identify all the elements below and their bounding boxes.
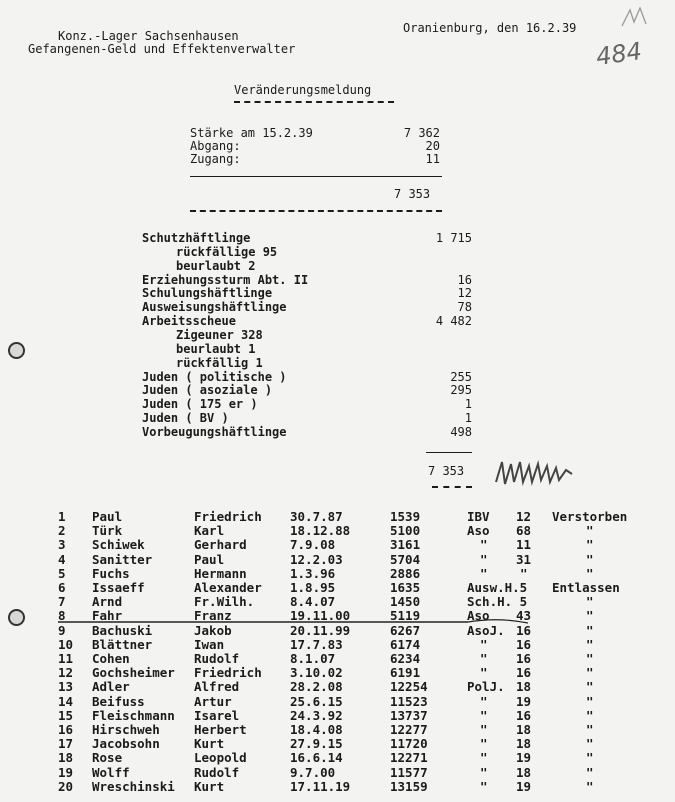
title-underline xyxy=(234,101,394,103)
prisoner-firstname: Paul xyxy=(194,551,225,567)
prisoner-category: " xyxy=(480,764,488,780)
prisoner-status: " xyxy=(586,679,594,695)
prisoner-birthdate: 9.7.00 xyxy=(290,764,336,780)
category-label: rückfällige 95 xyxy=(176,244,278,259)
category-value: 295 xyxy=(450,383,472,398)
prisoner-surname: Blättner xyxy=(92,636,153,652)
prisoner-firstname: Artur xyxy=(194,693,232,709)
prisoner-category: " xyxy=(480,651,488,666)
prisoner-birthdate: 16.6.14 xyxy=(290,750,343,766)
prisoner-surname: Rose xyxy=(92,750,123,766)
prisoner-no: 1 xyxy=(58,509,66,524)
prisoner-status: " xyxy=(586,523,594,539)
prisoner-category: " xyxy=(480,551,488,567)
table-row xyxy=(0,680,675,693)
table-row xyxy=(0,581,675,594)
table-row xyxy=(0,766,675,779)
corner-pencil-mark xyxy=(618,4,658,32)
prisoner-birthdate: 17.11.19 xyxy=(290,778,351,794)
prisoner-surname: Fuchs xyxy=(92,565,130,581)
category-label: beurlaubt 2 xyxy=(176,258,256,273)
prisoner-number: 12254 xyxy=(390,679,428,695)
summary-total: 7 353 xyxy=(394,187,431,201)
prisoner-status: " xyxy=(586,594,594,610)
prisoner-status: " xyxy=(586,565,594,581)
table-row xyxy=(0,510,675,523)
prisoner-birthdate: 18.4.08 xyxy=(290,722,343,737)
prisoner-category: " xyxy=(480,537,488,553)
prisoner-no: 14 xyxy=(58,693,74,709)
prisoner-category: " xyxy=(480,707,488,723)
prisoner-block: 18 xyxy=(516,736,532,752)
prisoner-no: 9 xyxy=(58,622,66,638)
summary-value: 11 xyxy=(425,152,440,166)
prisoner-status: " xyxy=(586,736,594,752)
prisoner-no: 6 xyxy=(58,580,66,595)
prisoner-no: 15 xyxy=(58,707,74,723)
prisoner-no: 2 xyxy=(58,523,66,539)
prisoner-number: 1450 xyxy=(390,594,421,610)
table-row xyxy=(0,553,675,566)
prisoner-block: 16 xyxy=(516,651,532,666)
strike-through-row-8 xyxy=(58,617,558,627)
prisoner-no: 11 xyxy=(58,651,74,666)
prisoner-surname: Gochsheimer xyxy=(92,665,175,681)
category-total: 7 353 xyxy=(428,464,465,478)
prisoner-birthdate: 1.3.96 xyxy=(290,565,336,581)
summary-value: 20 xyxy=(425,139,440,153)
prisoner-no: 19 xyxy=(58,764,74,780)
prisoner-status: Entlassen xyxy=(552,580,620,595)
prisoner-category: IBV xyxy=(467,509,490,524)
prisoner-block: 12 xyxy=(516,509,532,524)
prisoner-number: 1539 xyxy=(390,509,421,524)
prisoner-surname: Beifuss xyxy=(92,693,145,709)
prisoner-category: " xyxy=(480,636,488,652)
prisoner-status: " xyxy=(586,665,594,681)
prisoner-status: " xyxy=(586,537,594,553)
prisoner-number: 6191 xyxy=(390,665,421,681)
prisoner-number: 12277 xyxy=(390,722,428,737)
prisoner-firstname: Friedrich xyxy=(194,509,262,524)
prisoner-no: 12 xyxy=(58,665,74,681)
prisoner-surname: Wreschinski xyxy=(92,778,175,794)
table-row xyxy=(0,695,675,708)
prisoner-surname: Fleischmann xyxy=(92,707,175,723)
prisoner-category: " xyxy=(480,665,488,681)
category-label: beurlaubt 1 xyxy=(176,341,256,356)
prisoner-surname: Wolff xyxy=(92,764,130,780)
category-value: 4 482 xyxy=(435,314,472,329)
prisoner-block: 16 xyxy=(516,665,532,681)
prisoner-firstname: Rudolf xyxy=(194,764,240,780)
prisoner-status: " xyxy=(586,651,594,666)
category-value: 16 xyxy=(457,272,472,287)
prisoner-status: " xyxy=(586,778,594,794)
prisoner-firstname: Hermann xyxy=(194,565,247,581)
prisoner-no: 4 xyxy=(58,551,66,567)
prisoner-surname: Cohen xyxy=(92,651,130,666)
prisoner-surname: Fahr xyxy=(92,608,123,624)
table-row xyxy=(0,737,675,750)
prisoner-no: 13 xyxy=(58,679,74,695)
prisoner-surname: Paul xyxy=(92,509,123,524)
prisoner-category: Ausw.H.5 xyxy=(467,580,528,595)
prisoner-status: " xyxy=(586,693,594,709)
table-row xyxy=(0,567,675,580)
prisoner-no: 18 xyxy=(58,750,74,766)
category-label: Zigeuner 328 xyxy=(176,327,263,342)
category-label: Vorbeugungshäftlinge xyxy=(142,424,287,439)
prisoner-firstname: Franz xyxy=(194,608,232,624)
prisoner-birthdate: 27.9.15 xyxy=(290,736,343,752)
summary-double-rule xyxy=(190,210,442,212)
prisoner-firstname: Jakob xyxy=(194,622,232,638)
table-row xyxy=(0,595,675,608)
table-row xyxy=(0,524,675,537)
prisoner-birthdate: 19.11.00 xyxy=(290,608,351,624)
prisoner-birthdate: 12.2.03 xyxy=(290,551,343,567)
prisoner-firstname: Alexander xyxy=(194,580,262,595)
prisoner-surname: Adler xyxy=(92,679,130,695)
prisoner-block: 16 xyxy=(516,636,532,652)
prisoner-birthdate: 3.10.02 xyxy=(290,665,343,681)
prisoner-birthdate: 28.2.08 xyxy=(290,679,343,695)
prisoner-block: 18 xyxy=(516,722,532,737)
prisoner-number: 11523 xyxy=(390,693,428,709)
prisoner-block: 11 xyxy=(516,537,532,553)
prisoner-birthdate: 1.8.95 xyxy=(290,580,336,595)
prisoner-block: 31 xyxy=(516,551,532,567)
prisoner-surname: Bachuski xyxy=(92,622,153,638)
prisoner-status: Verstorben xyxy=(552,509,628,524)
prisoner-number: 13159 xyxy=(390,778,428,794)
prisoner-no: 3 xyxy=(58,537,66,553)
table-row xyxy=(0,780,675,793)
prisoner-firstname: Isarel xyxy=(194,707,240,723)
prisoner-category: PolJ. xyxy=(467,679,505,695)
prisoner-number: 11577 xyxy=(390,764,428,780)
summary-rule xyxy=(190,176,442,177)
prisoner-number: 6234 xyxy=(390,651,421,666)
prisoner-number: 3161 xyxy=(390,537,421,553)
prisoner-number: 11720 xyxy=(390,736,428,752)
prisoner-status: " xyxy=(586,764,594,780)
prisoner-firstname: Gerhard xyxy=(194,537,247,553)
prisoner-surname: Hirschweh xyxy=(92,722,160,737)
prisoner-block: 16 xyxy=(516,707,532,723)
handwritten-reference: 484 xyxy=(594,36,644,72)
table-row xyxy=(0,638,675,651)
prisoner-surname: Arnd xyxy=(92,594,123,610)
prisoner-block: 16 xyxy=(516,622,532,638)
prisoner-status: " xyxy=(586,636,594,652)
prisoner-block: " xyxy=(520,565,528,581)
category-value: 1 715 xyxy=(435,231,472,245)
prisoner-no: 5 xyxy=(58,565,66,581)
prisoner-category: " xyxy=(480,722,488,737)
prisoner-surname: Jacobsohn xyxy=(92,736,160,752)
category-value: 1 xyxy=(464,397,472,412)
table-row xyxy=(0,652,675,665)
prisoner-firstname: Kurt xyxy=(194,736,225,752)
prisoner-firstname: Rudolf xyxy=(194,651,240,666)
punch-hole-top xyxy=(8,342,25,359)
prisoner-birthdate: 20.11.99 xyxy=(290,622,351,638)
prisoner-number: 6174 xyxy=(390,636,421,652)
prisoner-status: " xyxy=(586,551,594,567)
prisoner-category: AsoJ. xyxy=(467,622,505,638)
prisoner-category: " xyxy=(480,693,488,709)
table-row xyxy=(0,538,675,551)
prisoner-surname: Schiwek xyxy=(92,537,145,553)
prisoner-block: 18 xyxy=(516,764,532,780)
prisoner-status: " xyxy=(586,750,594,766)
prisoner-surname: Issaeff xyxy=(92,580,145,595)
prisoner-number: 5100 xyxy=(390,523,421,539)
prisoner-number: 5119 xyxy=(390,608,421,624)
prisoner-category: " xyxy=(480,736,488,752)
table-row xyxy=(0,709,675,722)
category-value: 498 xyxy=(450,424,472,439)
category-label: Juden ( BV ) xyxy=(142,411,229,426)
prisoner-surname: Sanitter xyxy=(92,551,153,567)
prisoner-status: " xyxy=(586,622,594,638)
prisoner-birthdate: 8.4.07 xyxy=(290,594,336,610)
prisoner-firstname: Karl xyxy=(194,523,225,539)
prisoner-birthdate: 7.9.08 xyxy=(290,537,336,553)
category-label: rückfällig 1 xyxy=(176,355,263,370)
prisoner-number: 2886 xyxy=(390,565,421,581)
summary-value: 7 362 xyxy=(403,126,440,140)
prisoner-status: " xyxy=(586,608,594,624)
prisoner-birthdate: 17.7.83 xyxy=(290,636,343,652)
category-double-rule xyxy=(432,486,472,488)
category-value: 255 xyxy=(450,369,472,384)
prisoner-number: 1635 xyxy=(390,580,421,595)
prisoner-birthdate: 8.1.07 xyxy=(290,651,336,666)
category-value: 12 xyxy=(457,286,472,301)
prisoner-block: 19 xyxy=(516,750,532,766)
table-row xyxy=(0,723,675,736)
prisoner-block: 19 xyxy=(516,778,532,794)
prisoner-firstname: Iwan xyxy=(194,636,225,652)
prisoner-category: " xyxy=(480,565,488,581)
office-line-2: Gefangenen-Geld und Effektenverwalter xyxy=(28,42,296,56)
prisoner-firstname: Friedrich xyxy=(194,665,262,681)
prisoner-number: 13737 xyxy=(390,707,428,723)
prisoner-category: " xyxy=(480,750,488,766)
prisoner-no: 8 xyxy=(58,608,66,624)
table-row xyxy=(0,751,675,764)
category-label: Ausweisungshäftlinge xyxy=(142,300,287,315)
summary-label: Abgang: xyxy=(190,139,241,153)
prisoner-number: 6267 xyxy=(390,622,421,638)
prisoner-surname: Türk xyxy=(92,523,123,539)
category-label: Schulungshäftlinge xyxy=(142,286,273,301)
prisoner-birthdate: 25.6.15 xyxy=(290,693,343,709)
prisoner-block: 43 xyxy=(516,608,532,624)
prisoner-category: Aso xyxy=(467,608,490,624)
signature-scribble xyxy=(492,452,578,492)
prisoner-firstname: Herbert xyxy=(194,722,247,737)
prisoner-no: 20 xyxy=(58,778,74,794)
prisoner-no: 17 xyxy=(58,736,74,752)
prisoner-category: Sch.H. 5 xyxy=(467,594,528,610)
prisoner-block: 18 xyxy=(516,679,532,695)
summary-label: Zugang: xyxy=(190,152,241,166)
prisoner-status: " xyxy=(586,722,594,737)
prisoner-block: 19 xyxy=(516,693,532,709)
summary-label: Stärke am 15.2.39 xyxy=(190,126,313,140)
prisoner-firstname: Fr.Wilh. xyxy=(194,594,255,610)
prisoner-firstname: Alfred xyxy=(194,679,240,695)
category-value: 1 xyxy=(464,411,472,426)
prisoner-block: 68 xyxy=(516,523,532,539)
category-label: Erziehungssturm Abt. II xyxy=(142,272,309,287)
prisoner-birthdate: 18.12.88 xyxy=(290,523,351,539)
category-label: Juden ( asoziale ) xyxy=(142,383,273,398)
prisoner-firstname: Kurt xyxy=(194,778,225,794)
prisoner-birthdate: 24.3.92 xyxy=(290,707,343,723)
category-label: Juden ( politische ) xyxy=(142,369,287,384)
prisoner-number: 5704 xyxy=(390,551,421,567)
prisoner-birthdate: 30.7.87 xyxy=(290,509,343,524)
prisoner-no: 16 xyxy=(58,722,74,737)
table-row xyxy=(0,666,675,679)
category-label: Schutzhäftlinge xyxy=(142,231,251,245)
place-date: Oranienburg, den 16.2.39 xyxy=(403,21,577,35)
category-label: Arbeitsscheue xyxy=(142,314,236,329)
category-rule xyxy=(426,452,472,453)
prisoner-category: Aso xyxy=(467,523,490,539)
prisoner-number: 12271 xyxy=(390,750,428,766)
prisoner-category: " xyxy=(480,778,488,794)
prisoner-status: " xyxy=(586,707,594,723)
document-title: Veränderungsmeldung xyxy=(234,83,372,97)
category-value: 78 xyxy=(457,300,472,315)
prisoner-no: 10 xyxy=(58,636,74,652)
office-line-1: Konz.-Lager Sachsenhausen xyxy=(58,29,239,43)
prisoner-firstname: Leopold xyxy=(194,750,247,766)
category-label: Juden ( 175 er ) xyxy=(142,397,258,412)
prisoner-no: 7 xyxy=(58,594,66,610)
